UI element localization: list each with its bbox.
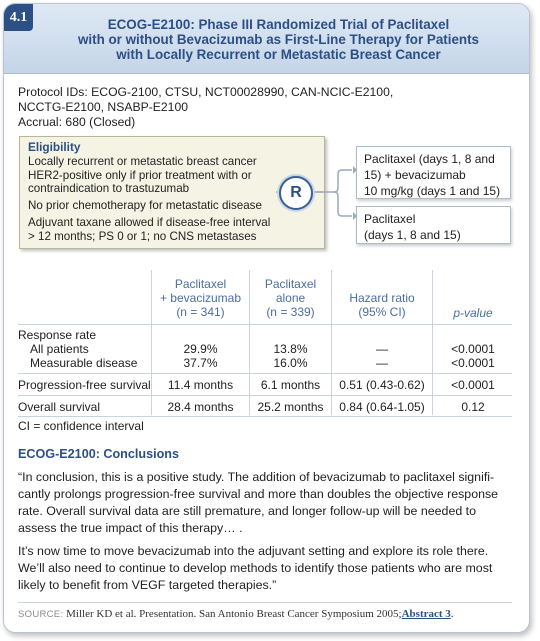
- table-rule: [18, 324, 512, 325]
- table-cell: 0.84 (0.64-1.05): [339, 400, 425, 414]
- table-cell: 29.9%: [183, 342, 218, 356]
- title-line-3: with Locally Recurrent or Metastatic Breast Cancer: [116, 47, 441, 62]
- table-cell: 11.4 months: [167, 378, 234, 392]
- paragraph-line: assess the true impact of this therapy… .: [18, 521, 243, 535]
- title-line-1: ECOG-E2100: Phase III Randomized Trial of Paclitaxel: [107, 17, 450, 32]
- row-label-overall-survival: Overall survival: [18, 400, 101, 414]
- row-label-pfs: Progression-free survival: [18, 378, 151, 392]
- table-cell: 6.1 months: [260, 378, 321, 392]
- row-label-measurable-disease: Measurable disease: [30, 356, 138, 370]
- table-cell: <0.0001: [451, 342, 495, 356]
- arm-line: 15) + bevacizumab: [364, 168, 466, 182]
- treatment-arm-bevacizumab: [356, 146, 511, 199]
- paragraph-line: rate. Overall survival data are still premature, and longer follow-up will be needed to: [18, 504, 476, 518]
- column-header-p-value: [433, 306, 513, 320]
- trial-title: [44, 17, 513, 62]
- eligibility-line: Adjuvant taxane allowed if disease-free interval: [28, 215, 271, 229]
- table-rule: [18, 373, 512, 374]
- header-line: p-value: [453, 306, 493, 320]
- accrual: Accrual: 680 (Closed): [18, 115, 136, 129]
- table-cell: 37.7%: [183, 356, 218, 370]
- table-cell: —: [376, 342, 388, 356]
- header-line: alone: [275, 291, 306, 305]
- eligibility-line: > 12 months; PS 0 or 1; no CNS metastases: [28, 229, 257, 243]
- table-footnote: CI = confidence interval: [18, 419, 144, 433]
- conclusions-heading: ECOG-E2100: Conclusions: [18, 447, 179, 461]
- paragraph-line: We’ll also need to continue to develop methods to identify those patients who are most: [18, 561, 493, 575]
- paragraph-line: “In conclusion, this is a positive study. The addition of bevacizumab to paclitaxel signifi-: [18, 470, 495, 484]
- table-cell: <0.0001: [451, 356, 495, 370]
- conclusion-paragraph-1: [18, 469, 509, 537]
- column-header-hazard-ratio: [332, 291, 432, 319]
- treatment-arm-paclitaxel: [356, 206, 511, 244]
- paragraph-line: cantly prolongs progression-free survival and more than doubles the objective response: [18, 487, 499, 501]
- table-cell: <0.0001: [451, 378, 495, 392]
- arm-line: Paclitaxel: [364, 212, 416, 226]
- arm-line: Paclitaxel (days 1, 8 and: [364, 152, 495, 166]
- paragraph-line: It’s now time to move bevacizumab into the adjuvant setting and explore its role there.: [18, 544, 489, 558]
- protocol-ids-line-1: Protocol IDs: ECOG-2100, CTSU, NCT00028990, CAN-NCIC-E2100,: [18, 85, 394, 99]
- row-label-all-patients: All patients: [30, 342, 89, 356]
- randomize-icon: R: [279, 176, 313, 210]
- header-line: Hazard ratio: [349, 291, 415, 305]
- source-text: Miller KD et al. Presentation. San Antonio Breast Cancer Symposium 2005;: [66, 608, 402, 620]
- arm-line: 10 mg/kg (days 1 and 15): [364, 184, 501, 198]
- header-line: Paclitaxel: [174, 277, 227, 291]
- eligibility-line: No prior chemotherapy for metastatic disease: [28, 199, 262, 213]
- paragraph-line: likely to benefit from VEGF targeted therapies.”: [18, 578, 277, 592]
- table-cell: 28.4 months: [167, 400, 234, 414]
- title-line-2: with or without Bevacizumab as First-Line Therapy for Patients: [77, 32, 480, 47]
- source-end: .: [450, 608, 454, 620]
- eligibility-line: Locally recurrent or metastatic breast cancer: [28, 154, 257, 168]
- table-cell: 25.2 months: [257, 400, 324, 414]
- eligibility-heading: Eligibility: [28, 140, 81, 154]
- source-rule: [18, 602, 512, 603]
- protocol-ids-line-2: NCCTG-E2100, NSABP-E2100: [18, 100, 189, 114]
- figure-badge: 4.1: [4, 4, 33, 31]
- header-line: (n = 341): [176, 305, 225, 319]
- table-cell: 13.8%: [273, 342, 308, 356]
- column-header-paclitaxel: [250, 277, 331, 319]
- header-line: Paclitaxel: [264, 277, 317, 291]
- row-label-response-rate: Response rate: [18, 328, 97, 342]
- column-header-bevacizumab: [152, 277, 249, 319]
- header-line: (n = 339): [266, 305, 315, 319]
- header-line: + bevacizumab: [159, 291, 242, 305]
- abstract-link[interactable]: Abstract 3: [401, 608, 451, 620]
- table-cell: —: [376, 356, 388, 370]
- conclusion-paragraph-2: [18, 543, 509, 594]
- protocol-info: [18, 85, 393, 130]
- arm-line: (days 1, 8 and 15): [364, 228, 461, 242]
- table-cell: 0.12: [461, 400, 485, 414]
- eligibility-line: HER2-positive only if prior treatment with or: [28, 168, 252, 182]
- card-header: [4, 4, 529, 74]
- trial-card: [3, 3, 530, 633]
- eligibility-line: contraindication to trastuzumab: [28, 182, 190, 196]
- table-cell: 16.0%: [273, 356, 308, 370]
- table-rule: [18, 395, 512, 396]
- table-rule: [18, 416, 512, 417]
- table-cell: 0.51 (0.43-0.62): [339, 378, 425, 392]
- source-citation: [18, 608, 454, 620]
- source-label: SOURCE:: [18, 609, 64, 620]
- header-line: (95% CI): [358, 305, 406, 319]
